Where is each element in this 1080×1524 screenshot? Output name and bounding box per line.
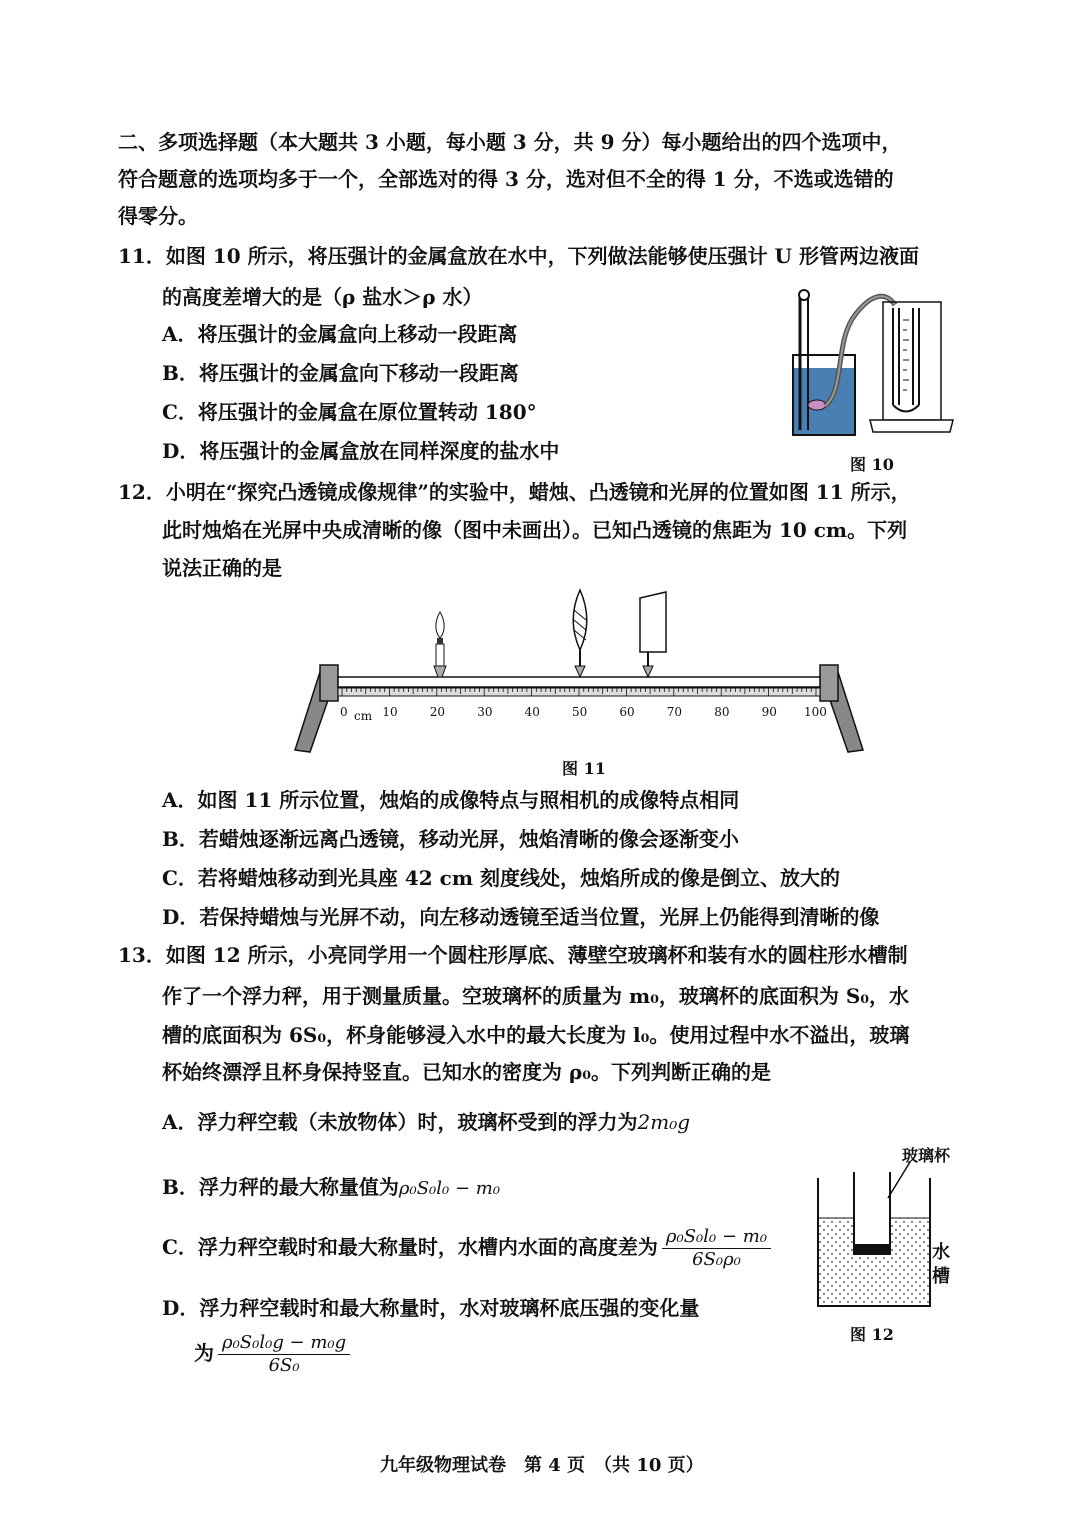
figure-10-pressure-gauge bbox=[785, 280, 965, 450]
q13-stem-line1: 13．如图 12 所示，小亮同学用一个圆柱形厚底、薄壁空玻璃杯和装有水的圆柱形水槽制 bbox=[118, 943, 908, 967]
q12-option-b: B．若蜡烛逐渐远离凸透镜，移动光屏，烛焰清晰的像会逐渐变小 bbox=[162, 827, 739, 851]
ruler-label: 40 bbox=[524, 705, 540, 719]
q11-stem-line2: 的高度差增大的是（ρ 盐水＞ρ 水） bbox=[162, 285, 483, 309]
q12-stem-line1: 12．小明在“探究凸透镜成像规律”的实验中，蜡烛、凸透镜和光屏的位置如图 11 所示， bbox=[118, 480, 911, 504]
q11-stem-line1: 11．如图 10 所示，将压强计的金属盒放在水中，下列做法能够使压强计 U 形管两边液面 bbox=[118, 244, 919, 268]
figure-12-label-cup: 玻璃杯 bbox=[902, 1146, 951, 1165]
q13-option-c-fraction bbox=[662, 1226, 771, 1271]
section-title-line1: 二、多项选择题（本大题共 3 小题，每小题 3 分，共 9 分）每小题给出的四个选项中， bbox=[118, 130, 902, 154]
q12-stem-line2: 此时烛焰在光屏中央成清晰的像（图中未画出）。已知凸透镜的焦距为 10 cm。下列 bbox=[162, 518, 908, 542]
figure-11-optical-bench bbox=[290, 580, 870, 760]
figure-10-caption: 图 10 bbox=[850, 455, 894, 474]
q13-option-c-denominator: 6S₀ρ₀ bbox=[692, 1249, 741, 1270]
ruler-label: 0 bbox=[340, 705, 348, 719]
q12-stem-line3: 说法正确的是 bbox=[162, 556, 282, 580]
q11-option-a: A．将压强计的金属盒向上移动一段距离 bbox=[162, 322, 518, 346]
q11-option-d: D．将压强计的金属盒放在同样深度的盐水中 bbox=[162, 439, 560, 463]
q11-option-c: C．将压强计的金属盒在原位置转动 180° bbox=[162, 400, 537, 424]
ruler-label: 90 bbox=[761, 705, 777, 719]
ruler-label: 30 bbox=[477, 705, 493, 719]
q13-option-d-numerator: ρ₀S₀l₀g − m₀g bbox=[218, 1332, 350, 1355]
q13-stem-line4: 杯始终漂浮且杯身保持竖直。已知水的密度为 ρ₀。下列判断正确的是 bbox=[162, 1060, 772, 1084]
q13-option-d-line2 bbox=[194, 1332, 350, 1377]
figure-12-float-scale bbox=[810, 1160, 950, 1310]
ruler-label: 80 bbox=[714, 705, 730, 719]
ruler-label: 100 bbox=[804, 705, 827, 719]
q13-option-a bbox=[162, 1108, 690, 1136]
ruler-label: 20 bbox=[429, 705, 446, 719]
q13-option-a-expr: 2m₀g bbox=[637, 1110, 691, 1134]
q12-option-c: C．若将蜡烛移动到光具座 42 cm 刻度线处，烛焰所成的像是倒立、放大的 bbox=[162, 866, 840, 890]
figure-12-label-tank-2: 槽 bbox=[932, 1266, 950, 1287]
q13-stem-line2: 作了一个浮力秤，用于测量质量。空玻璃杯的质量为 m₀，玻璃杯的底面积为 S₀，水 bbox=[162, 984, 910, 1008]
ruler-label: 60 bbox=[619, 705, 635, 719]
ruler-label: 70 bbox=[666, 705, 683, 719]
q13-option-d-denominator: 6S₀ bbox=[268, 1355, 300, 1376]
q13-option-c-text: C．浮力秤空载时和最大称量时，水槽内水面的高度差为 bbox=[162, 1235, 658, 1259]
q13-option-c-numerator: ρ₀S₀l₀ − m₀ bbox=[662, 1226, 771, 1249]
page-footer: 九年级物理试卷 第 4 页 （共 10 页） bbox=[380, 1455, 704, 1476]
light-screen bbox=[640, 592, 666, 677]
q13-option-b-expr: ρ₀S₀l₀ − m₀ bbox=[398, 1178, 501, 1199]
convex-lens bbox=[573, 590, 587, 677]
q12-option-d: D．若保持蜡烛与光屏不动，向左移动透镜至适当位置，光屏上仍能得到清晰的像 bbox=[162, 905, 880, 929]
section-title-line3: 得零分。 bbox=[118, 204, 198, 228]
q13-option-b bbox=[162, 1173, 500, 1203]
q11-option-b: B．将压强计的金属盒向下移动一段距离 bbox=[162, 361, 519, 385]
ruler-label: 50 bbox=[572, 705, 588, 719]
figure-12-caption: 图 12 bbox=[850, 1325, 894, 1344]
q12-option-a: A．如图 11 所示位置，烛焰的成像特点与照相机的成像特点相同 bbox=[162, 788, 740, 812]
q13-option-b-text: B．浮力秤的最大称量值为 bbox=[162, 1175, 399, 1199]
q13-stem-line3: 槽的底面积为 6S₀，杯身能够浸入水中的最大长度为 l₀。使用过程中水不溢出，玻璃 bbox=[162, 1023, 910, 1047]
ruler-label: cm bbox=[354, 709, 373, 723]
figure-11-caption: 图 11 bbox=[562, 759, 606, 778]
q13-option-a-text: A．浮力秤空载（未放物体）时，玻璃杯受到的浮力为 bbox=[162, 1110, 638, 1134]
section-title-line2: 符合题意的选项均多于一个，全部选对的得 3 分，选对但不全的得 1 分，不选或选错的 bbox=[118, 167, 894, 191]
ruler-label: 10 bbox=[382, 705, 398, 719]
q13-option-c bbox=[162, 1226, 771, 1282]
figure-12-label-tank-1: 水 bbox=[932, 1242, 950, 1263]
q13-option-d-fraction bbox=[218, 1332, 350, 1377]
q13-option-d-line1: D．浮力秤空载时和最大称量时，水对玻璃杯底压强的变化量 bbox=[162, 1296, 700, 1320]
q13-option-d-prefix: 为 bbox=[194, 1341, 214, 1365]
candle bbox=[434, 612, 446, 677]
